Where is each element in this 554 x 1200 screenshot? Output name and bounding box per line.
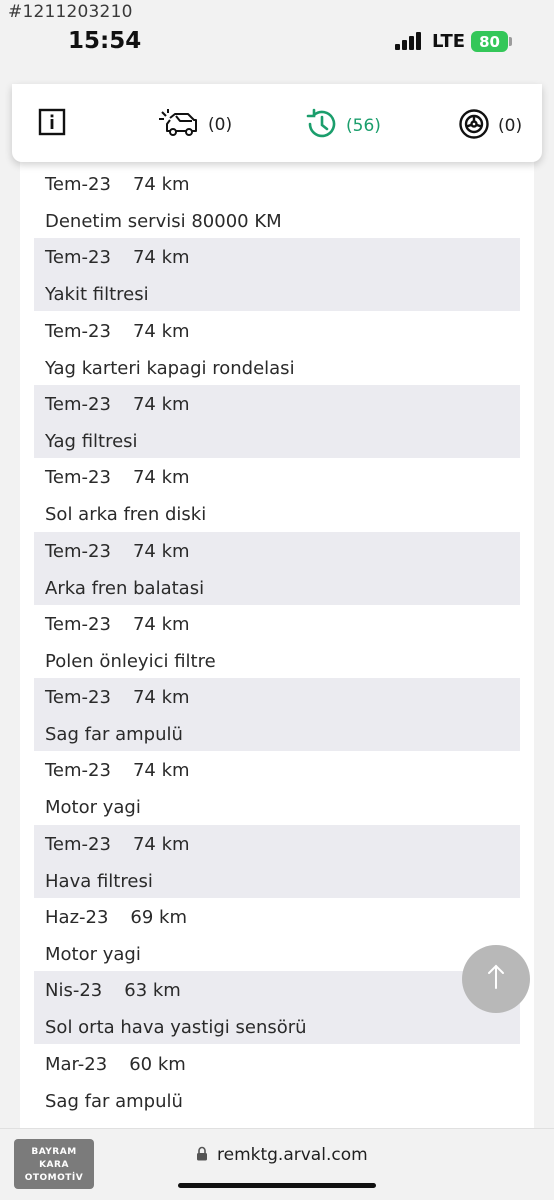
entry-description: Arka fren balatasi [45,577,205,599]
history-entry [34,605,520,678]
damage-count: (0) [208,115,233,135]
entry-header [45,394,190,415]
entry-description: Motor yagi [45,944,141,965]
history-entry [34,458,520,531]
entry-description: Yag karteri kapagi rondelasi [45,357,295,379]
entry-mileage: 63 km [124,980,181,1002]
address-bar[interactable] [196,1145,368,1165]
network-type: LTE [432,31,466,52]
battery-tip [509,37,512,46]
history-entry [34,971,520,1044]
watermark-line1: BAYRAM [31,1147,77,1157]
entry-header [45,1054,186,1075]
entry-mileage: 74 km [132,760,190,782]
battery-level: 80 [479,32,500,51]
entry-date: Tem-23 [45,613,111,635]
entry-header [45,174,190,195]
tab-history[interactable] [304,108,381,144]
watermark-logo [14,1139,94,1189]
history-list [20,156,534,1131]
entry-date: Tem-23 [45,760,111,782]
entry-date: Tem-23 [45,467,111,489]
browser-bar [0,1128,554,1200]
entry-header [45,980,181,1001]
entry-mileage: 60 km [129,1053,186,1075]
lock-icon [196,1146,208,1165]
history-entry [34,385,520,458]
listing-id: #1211203210 [8,2,133,22]
entry-description: Sag far ampulü [45,1090,183,1112]
entry-header [45,907,187,928]
entry-description: Motor yagi [45,797,141,819]
history-entry [34,312,520,385]
entry-mileage: 74 km [132,613,190,635]
entry-description: Sol arka fren diski [45,504,207,526]
entry-description: Sag far ampulü [45,724,183,746]
entry-date: Tem-23 [45,393,111,415]
history-entry [34,678,520,751]
entry-header [45,614,190,635]
history-entry [34,751,520,824]
tab-tires[interactable] [458,108,522,144]
battery-icon [471,31,508,52]
entry-date: Mar-23 [45,1053,108,1075]
entry-description: Yag filtresi [45,430,138,452]
entry-header [45,834,190,855]
entry-description: Yakit filtresi [45,284,149,306]
tire-icon [458,108,490,144]
history-entry [34,165,520,238]
entry-description: Sol orta hava yastigi sensörü [45,1017,307,1039]
entry-mileage: 74 km [132,540,190,562]
entry-header [45,467,190,488]
entry-date: Haz-23 [45,907,109,928]
entry-date: Tem-23 [45,320,111,342]
entry-date: Tem-23 [45,247,111,269]
tires-count: (0) [498,116,523,136]
car-damage-icon [158,108,200,142]
entry-mileage: 74 km [132,833,190,855]
entry-mileage: 74 km [132,687,190,709]
history-entry [34,898,520,971]
info-icon [38,108,66,140]
entry-header [45,760,190,781]
entry-date: Nis-23 [45,980,103,1002]
history-entry [34,532,520,605]
entry-description: Denetim servisi 80000 KM [45,211,282,232]
entry-header [45,321,190,342]
watermark-line3: OTOMOTİV [24,1173,84,1183]
entry-description: Polen önleyici filtre [45,650,216,672]
entry-mileage: 74 km [132,247,190,269]
tab-info[interactable] [38,108,66,140]
entry-date: Tem-23 [45,174,111,195]
history-count: (56) [346,116,381,136]
scroll-to-top-button[interactable] [462,945,530,1013]
entry-mileage: 74 km [132,174,190,195]
entry-description: Hava filtresi [45,870,153,892]
entry-date: Tem-23 [45,687,111,709]
home-indicator[interactable] [178,1183,376,1188]
entry-mileage: 69 km [130,907,188,928]
entry-mileage: 74 km [132,467,190,489]
clock: 15:54 [68,28,142,54]
url-text: remktg.arval.com [217,1145,368,1165]
entry-mileage: 74 km [132,320,190,342]
entry-header [45,687,190,708]
watermark-line2: KARA [39,1160,69,1170]
entry-date: Tem-23 [45,833,111,855]
tab-damage[interactable] [158,108,232,142]
entry-date: Tem-23 [45,540,111,562]
tab-bar [12,84,542,162]
entry-header [45,541,190,562]
history-entry [34,238,520,311]
status-bar [0,0,554,70]
entry-mileage: 74 km [132,393,190,415]
entry-header [45,247,190,268]
history-entry [34,1045,520,1118]
arrow-up-icon [486,963,506,995]
history-entry [34,825,520,898]
signal-icon [395,32,423,50]
history-icon [304,108,338,144]
